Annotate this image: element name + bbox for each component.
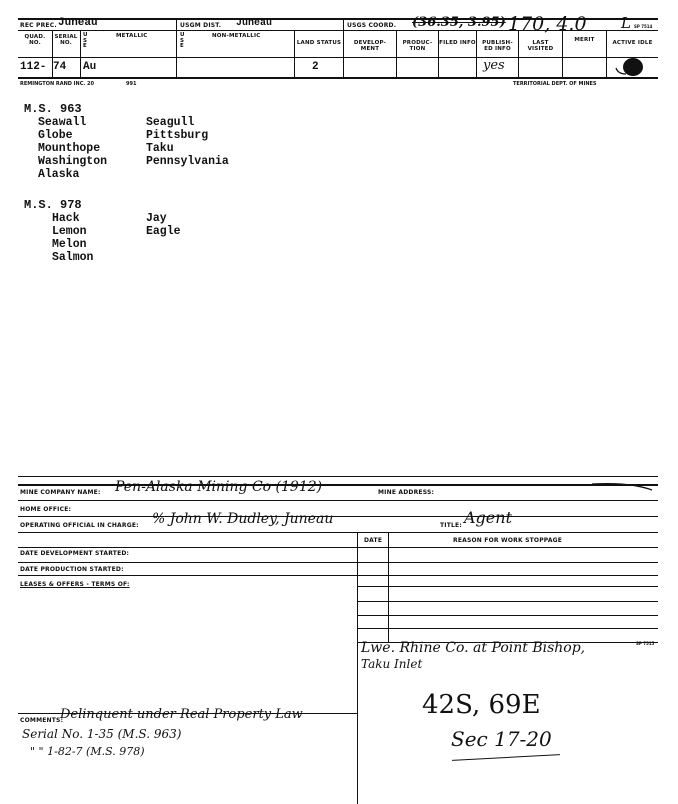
- rec-prec-value: Juneau: [58, 17, 98, 29]
- col-published-info: PUBLISH- ED INFO: [482, 40, 513, 52]
- rule: [18, 516, 658, 517]
- col-nonmetallic: NON-METALLIC: [212, 33, 261, 39]
- claim-name: Seagull: [146, 116, 195, 129]
- usgm-dist-label: USGM DIST.: [180, 22, 222, 29]
- col-development: DEVELOP- MENT: [353, 40, 387, 52]
- reason-note-2: Taku Inlet: [361, 657, 423, 671]
- rule: [18, 532, 658, 533]
- rule: [357, 532, 358, 804]
- claim-name: Melon: [52, 238, 87, 251]
- date-column-label: DATE: [364, 537, 383, 544]
- comments-line-3: " " 1-82-7 (M.S. 978): [30, 745, 145, 758]
- rule: [18, 484, 658, 486]
- mine-company-label: MINE COMPANY NAME:: [20, 489, 101, 496]
- claim-name: Alaska: [38, 168, 80, 181]
- claim-name: Mounthope: [38, 142, 101, 155]
- published-info-value: yes: [483, 58, 505, 73]
- claim-name: Washington: [38, 155, 108, 168]
- col-production: PRODUC- TION: [402, 40, 433, 52]
- claim-name: Lemon: [52, 225, 87, 238]
- rule: [18, 575, 658, 576]
- claim-name: Taku: [146, 142, 174, 155]
- leases-label: LEASES & OFFERS - TERMS OF:: [20, 581, 130, 588]
- col-use: U S E: [83, 32, 88, 49]
- quad-serial-value: 112- 74: [20, 61, 67, 73]
- survey-number: M.S. 963: [24, 102, 82, 116]
- dev-started-label: DATE DEVELOPMENT STARTED:: [20, 550, 130, 557]
- scribble-mark: [590, 478, 656, 496]
- comments-line-1: Delinquent under Real Property Law: [60, 707, 303, 722]
- rule: [357, 615, 658, 616]
- rule: [388, 532, 389, 642]
- usgs-coord-struck: (36.35, 3.95): [412, 15, 506, 30]
- claim-name: Pittsburg: [146, 129, 209, 142]
- rule: [476, 30, 477, 77]
- form-number: SP 7514: [634, 24, 653, 29]
- land-status-value: 2: [312, 61, 319, 73]
- usgm-dist-value: Juneau: [236, 18, 273, 29]
- prod-started-label: DATE PRODUCTION STARTED:: [20, 566, 124, 573]
- rule: [518, 30, 519, 77]
- metallic-value: Au: [83, 61, 97, 73]
- comments-line-2: Serial No. 1-35 (M.S. 963): [22, 727, 182, 741]
- rule: [438, 30, 439, 77]
- rule: [18, 562, 658, 563]
- reason-column-label: REASON FOR WORK STOPPAGE: [453, 537, 563, 544]
- title-value: Agent: [464, 508, 512, 527]
- operating-official-label: OPERATING OFFICIAL IN CHARGE:: [20, 522, 139, 529]
- rule: [294, 30, 295, 77]
- claim-name: Pennsylvania: [146, 155, 229, 168]
- home-office-label: HOME OFFICE:: [20, 506, 72, 513]
- usgs-coord-suffix: L: [621, 14, 631, 32]
- rule: [176, 18, 177, 77]
- col-last-visited: LAST VISITED: [527, 40, 554, 52]
- rule: [18, 547, 658, 548]
- col-metallic: METALLIC: [116, 33, 148, 39]
- rec-prec-label: REC PREC.: [20, 22, 57, 29]
- claim-name: Eagle: [146, 225, 181, 238]
- rule: [18, 476, 658, 477]
- mine-address-label: MINE ADDRESS:: [378, 489, 435, 496]
- claim-name: Jay: [146, 212, 167, 225]
- usgs-coord-value: 170, 4.0: [508, 13, 587, 35]
- rule: [18, 77, 658, 79]
- col-filed-info: FILED INFO: [439, 40, 476, 46]
- operating-official-value: % John W. Dudley, Juneau: [152, 511, 334, 527]
- rule: [357, 586, 658, 587]
- claim-name: Seawall: [38, 116, 87, 129]
- survey-number: M.S. 978: [24, 198, 82, 212]
- title-label: TITLE:: [440, 522, 462, 529]
- location-township: 42S, 69E: [422, 690, 541, 720]
- rule: [18, 500, 658, 501]
- usgs-coord-label: USGS COORD.: [347, 22, 397, 29]
- printer-code: 991: [126, 81, 137, 87]
- rule: [80, 30, 81, 77]
- underline: [452, 754, 560, 761]
- reason-note-1: Lwe. Rhine Co. at Point Bishop,: [361, 640, 586, 656]
- col-merit: MERIT: [574, 37, 595, 43]
- col-use-2: U S E: [180, 32, 185, 49]
- rule: [357, 601, 658, 602]
- location-section: Sec 17-20: [451, 727, 552, 751]
- claim-name: Hack: [52, 212, 80, 225]
- claim-name: Salmon: [52, 251, 94, 264]
- col-land-status: LAND STATUS: [296, 40, 342, 46]
- rule: [357, 628, 658, 629]
- printer-label: REMINGTON RAND INC. 20: [20, 81, 94, 87]
- idle-circle-icon: [606, 54, 652, 80]
- territorial-label: TERRITORIAL DEPT. OF MINES: [513, 81, 597, 87]
- claim-name: Globe: [38, 129, 73, 142]
- col-quad: QUAD. NO.: [24, 34, 46, 46]
- form-number-2: SP 7515: [636, 641, 655, 646]
- comments-label: COMMENTS:: [20, 717, 64, 724]
- col-active-idle: ACTIVE IDLE: [612, 40, 653, 46]
- mine-company-value: Pen-Alaska Mining Co (1912): [115, 479, 323, 495]
- rule: [396, 30, 397, 77]
- col-serial: SERIAL NO.: [54, 34, 78, 46]
